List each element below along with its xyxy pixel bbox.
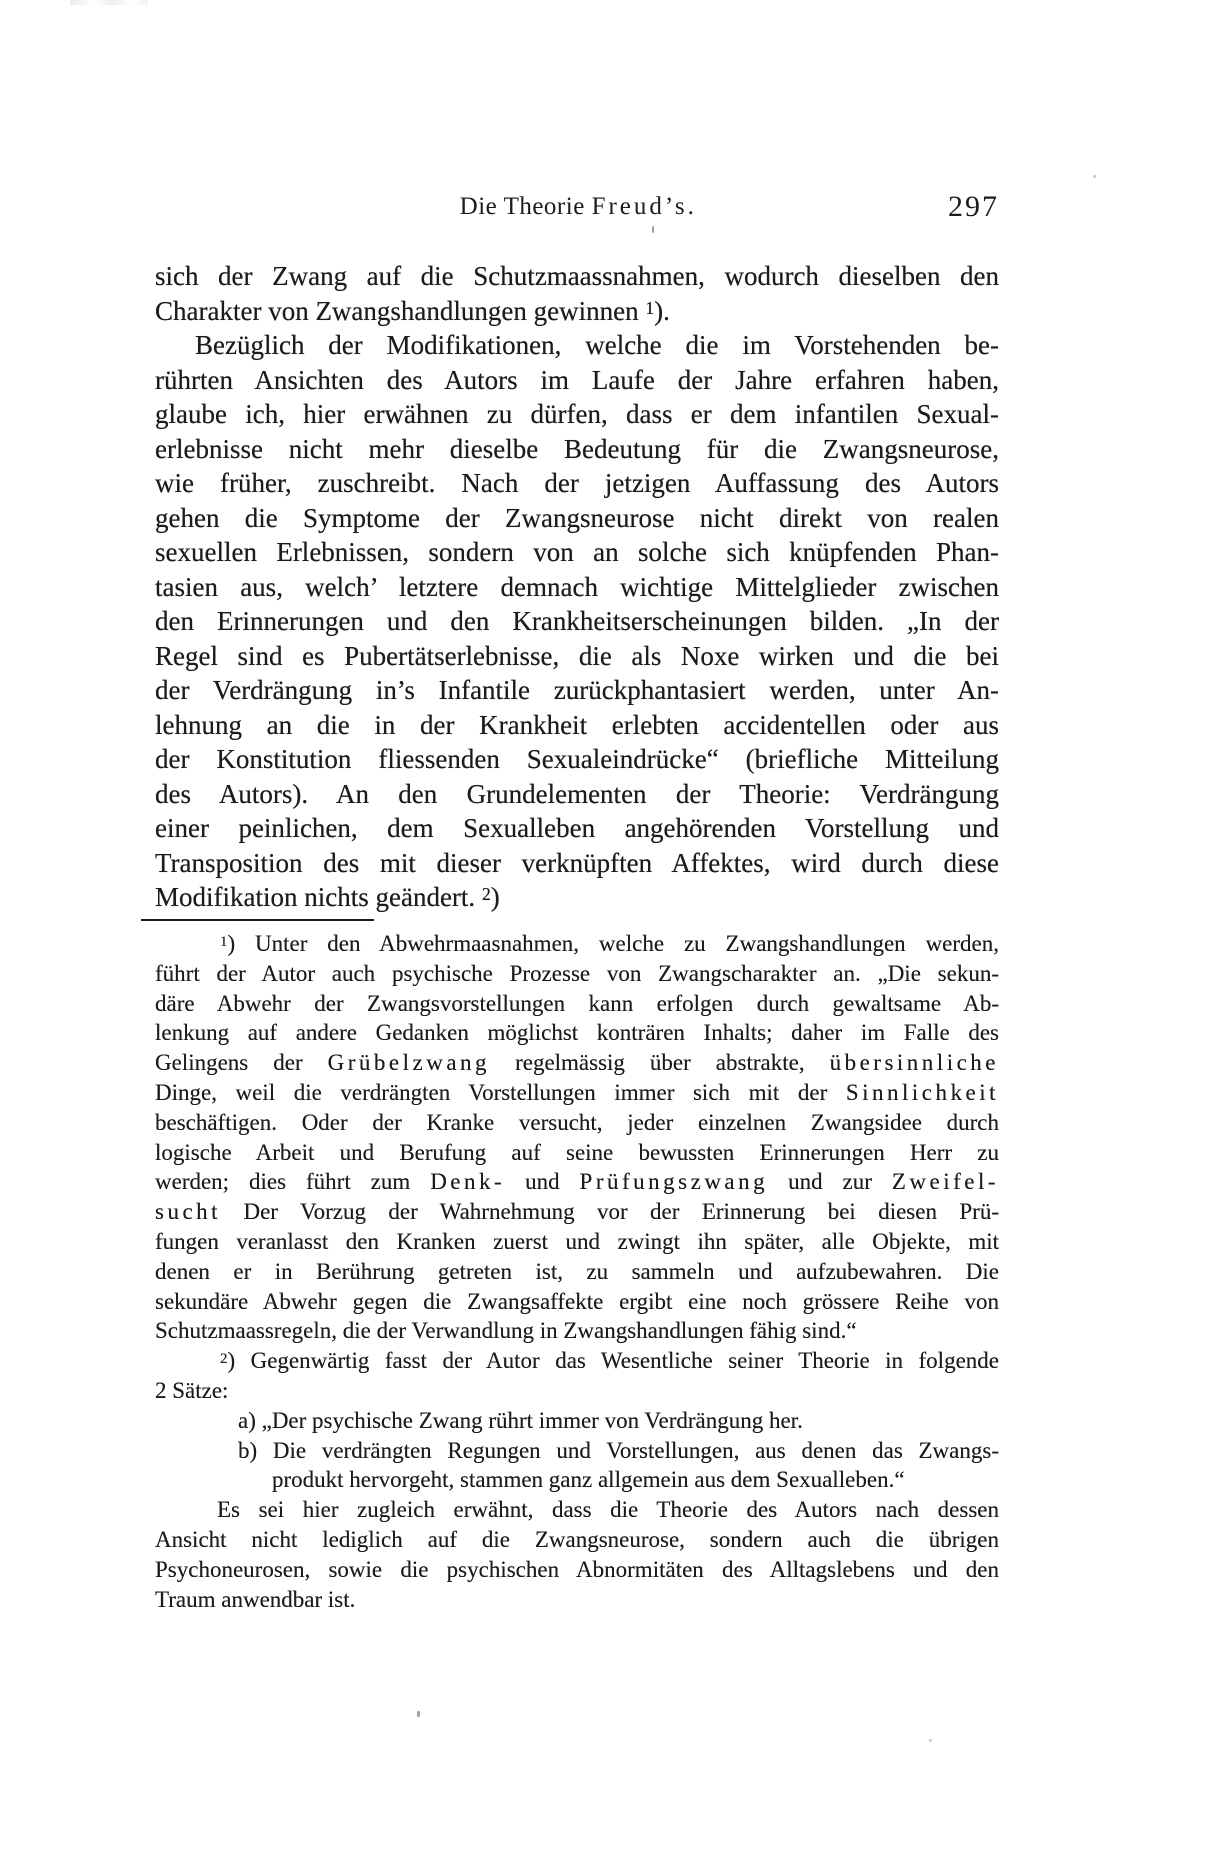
text-line [155, 1436, 999, 1466]
text-line [155, 1316, 999, 1346]
text-segment: Dinge, weil die verdrängten Vorstellungen immer sich mit der [155, 1079, 846, 1105]
text-segment: tasien aus, welch’ letztere demnach wichtige Mittelglieder zwischen [155, 571, 999, 602]
text-segment: sucht [155, 1199, 222, 1225]
footnote-marker: 1 [220, 933, 228, 950]
text-segment: Schutzmaassregeln, die der Verwandlung in Zwangshandlungen fähig sind.“ [155, 1318, 857, 1344]
text-segment: ). [654, 295, 670, 326]
text-line [155, 294, 999, 329]
text-segment: den Erinnerungen und den Krankheitserscheinungen bilden. „In der [155, 606, 999, 636]
text-line [155, 1078, 999, 1108]
text-line [155, 1197, 999, 1227]
text-line [155, 1167, 999, 1197]
text-segment: Modifikation nichts geändert. [155, 882, 482, 912]
text-segment: Zweifel- [891, 1169, 1000, 1195]
footnote-marker: 2 [481, 883, 491, 904]
text-segment: logische Arbeit und Berufung auf seine bewussten Erinnerungen Herr zu [155, 1139, 999, 1165]
text-line [155, 501, 999, 536]
text-segment: däre Abwehr der Zwangsvorstellungen kann erfolgen durch gewaltsame Ab- [155, 990, 999, 1016]
text-segment: Ansicht nicht lediglich auf die Zwangsneurose, sondern auch die übrigen [155, 1526, 999, 1552]
footnote-separator [141, 919, 374, 921]
text-line [155, 1495, 999, 1525]
text-segment: der Konstitution fliessenden Sexualeindrücke“ (briefliche Mitteilung [155, 744, 999, 774]
running-header [155, 190, 999, 229]
text-segment: sekundäre Abwehr gegen die Zwangsaffekte ergibt eine noch grössere Reihe von [155, 1288, 999, 1314]
text-line [155, 570, 999, 605]
text-segment: Prüfungszwang [579, 1169, 769, 1195]
text-line [155, 742, 999, 777]
text-segment: 2 Sätze: [155, 1377, 229, 1403]
text-line [155, 1406, 999, 1436]
text-segment: Sinnlichkeit [845, 1079, 999, 1105]
text-segment: fungen veranlasst den Kranken zuerst und zwingt ihn später, alle Objekte, mit [155, 1228, 999, 1254]
scan-speck [417, 1711, 420, 1717]
text-line [155, 777, 999, 812]
text-segment: Die Theorie [459, 193, 592, 220]
text-segment: wie früher, zuschreibt. Nach der jetzigen Auffassung des Autors [155, 468, 999, 498]
page-header-title [155, 193, 999, 221]
text-segment: Traum anwendbar ist. [155, 1586, 356, 1612]
text-segment: Psychoneurosen, sowie die psychischen Abnormitäten des Alltagslebens und den [155, 1556, 999, 1582]
text-segment: Gelingens der [155, 1050, 328, 1076]
scan-smudge [70, 0, 148, 5]
text-segment: Grübelzwang [327, 1050, 491, 1076]
text-segment: Transposition des mit dieser verknüpften Affektes, wird durch diese [155, 847, 999, 878]
text-line [155, 604, 999, 639]
text-line [155, 1018, 999, 1048]
text-segment: b) Die verdrängten Regungen und Vorstellungen, aus denen das Zwangs- [238, 1437, 999, 1463]
text-segment: . [687, 193, 695, 220]
text-line [155, 1346, 999, 1376]
text-segment: Freud’s [591, 193, 688, 220]
text-line [155, 466, 999, 501]
text-line [155, 1525, 999, 1555]
text-line [155, 1555, 999, 1585]
footnotes [155, 929, 999, 1614]
text-segment: Denk- [430, 1169, 506, 1195]
text-segment: a) „Der psychische Zwang rührt immer von Verdrängung her. [238, 1407, 803, 1433]
text-segment: lenkung auf andere Gedanken möglichst konträren Inhalts; daher im Falle des [155, 1020, 999, 1046]
scan-speck [929, 1739, 932, 1742]
text-segment: sexuellen Erlebnissen, sondern von an solche sich knüpfenden Phan- [155, 537, 999, 567]
text-segment: des Autors). An den Grundelementen der Theorie: Verdrängung [155, 778, 999, 809]
text-segment: regelmässig über abstrakte, [490, 1050, 830, 1076]
text-segment: Bezüglich der Modifikationen, welche die im Vorstehenden be- [195, 330, 999, 360]
text-line [155, 1048, 999, 1078]
text-line [155, 989, 999, 1019]
text-line [155, 1585, 999, 1615]
text-segment: glaube ich, hier erwähnen zu dürfen, dass er dem infantilen Sexual- [155, 399, 999, 429]
text-segment: produkt hervorgeht, stammen ganz allgemein aus dem Sexualleben.“ [272, 1467, 905, 1493]
text-line [155, 1376, 999, 1406]
text-line [155, 1465, 999, 1495]
footnote-marker: 2 [220, 1350, 228, 1367]
text-segment: lehnung an die in der Krankheit erlebten accidentellen oder aus [155, 709, 999, 740]
text-segment: Charakter von Zwangshandlungen gewinnen [155, 295, 646, 326]
text-segment: ) Gegenwärtig fasst der Autor das Wesentliche seiner Theorie in folgende [227, 1348, 999, 1374]
text-segment: einer peinlichen, dem Sexualleben angehörenden Vorstellung und [155, 813, 999, 843]
text-segment: sich der Zwang auf die Schutzmaassnahmen, wodurch dieselben den [155, 261, 999, 291]
scan-speck [1093, 175, 1096, 178]
text-segment: erlebnisse nicht mehr dieselbe Bedeutung für die Zwangsneurose, [155, 433, 999, 464]
text-line [155, 535, 999, 570]
text-line [155, 328, 999, 363]
page-number: 297 [948, 190, 999, 223]
text-segment: denen er in Berührung getreten ist, zu sammeln und aufzubewahren. Die [155, 1258, 999, 1284]
text-segment: Der Vorzug der Wahrnehmung vor der Erinnerung bei diesen Prü- [221, 1199, 999, 1225]
footnote-marker: 1 [645, 297, 655, 318]
text-line [155, 929, 999, 959]
text-line [155, 639, 999, 674]
text-segment: der Verdrängung in’s Infantile zurückphantasiert werden, unter An- [155, 675, 999, 705]
text-segment: und zur [768, 1169, 892, 1195]
text-segment: Es sei hier zugleich erwähnt, dass die Theorie des Autors nach dessen [217, 1497, 999, 1523]
text-segment: führt der Autor auch psychische Prozesse von Zwangscharakter an. „Die sekun- [155, 960, 999, 986]
body-text [155, 259, 999, 915]
text-line [155, 959, 999, 989]
text-segment: ) [490, 882, 500, 912]
text-segment: Regel sind es Pubertätserlebnisse, die als Noxe wirken und die bei [155, 640, 999, 671]
text-line [155, 1227, 999, 1257]
text-segment: übersinnliche [829, 1050, 999, 1076]
text-line [155, 846, 999, 881]
text-segment: und [505, 1169, 580, 1195]
text-segment: ) Unter den Abwehrmaasnahmen, welche zu Zwangshandlungen werden, [227, 931, 999, 956]
text-line [155, 673, 999, 708]
text-segment: rührten Ansichten des Autors im Laufe der Jahre erfahren haben, [155, 364, 999, 395]
text-line [155, 1287, 999, 1317]
text-line [155, 432, 999, 467]
text-line [155, 880, 999, 915]
text-line [155, 811, 999, 846]
text-line [155, 1108, 999, 1138]
text-line [155, 1138, 999, 1168]
text-line [155, 1257, 999, 1287]
text-line [155, 397, 999, 432]
text-line [155, 363, 999, 398]
text-line [155, 708, 999, 743]
text-segment: werden; dies führt zum [155, 1169, 431, 1195]
text-line [155, 259, 999, 294]
text-segment: beschäftigen. Oder der Kranke versucht, jeder einzelnen Zwangsidee durch [155, 1109, 999, 1135]
text-segment: gehen die Symptome der Zwangsneurose nicht direkt von realen [155, 502, 999, 533]
